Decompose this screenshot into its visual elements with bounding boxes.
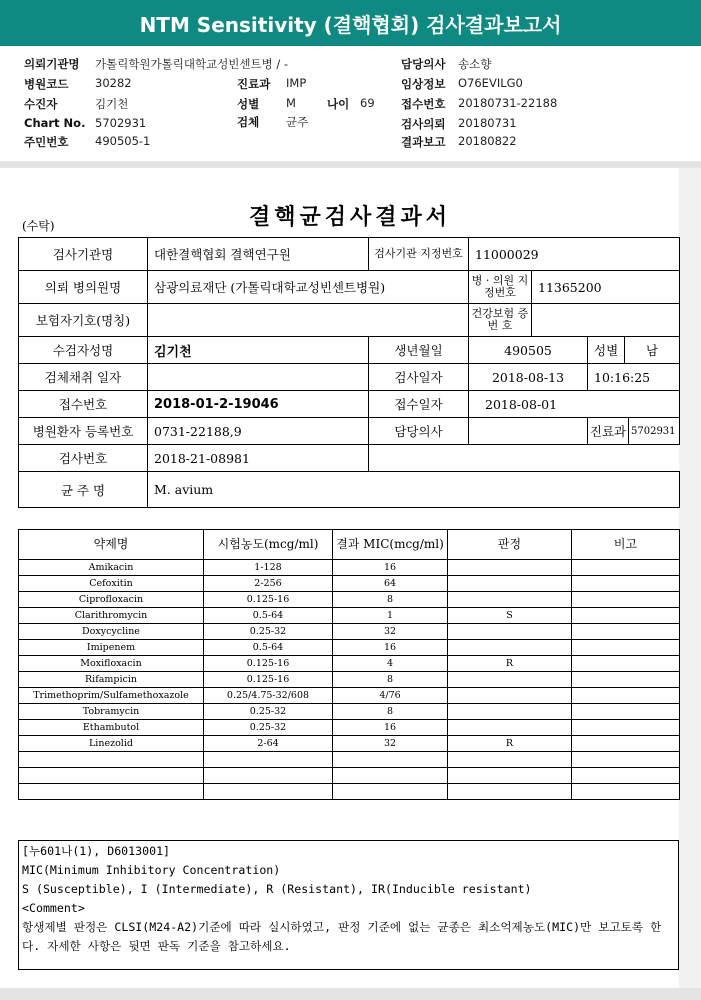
table-row [19, 656, 680, 672]
cell-drug: Rifampicin [19, 672, 204, 688]
table-row [19, 576, 680, 592]
cell-drug: Imipenem [19, 640, 204, 656]
cell-mic: 4/76 [333, 688, 448, 704]
cell-mic: 32 [333, 624, 448, 640]
table-row [19, 418, 680, 445]
req-hosp-value: 삼광의료재단 (가톨릭대학교성빈센트병원) [148, 271, 469, 304]
recv-no-label: 접수번호 [19, 391, 148, 418]
report-header [0, 0, 701, 46]
report-info-table [18, 237, 680, 508]
table-row [19, 640, 680, 656]
age-value: 69 [360, 96, 375, 110]
birth-value: 490505 [469, 337, 588, 364]
cell-note [572, 736, 680, 752]
req-hosp-label: 의뢰 병의원명 [19, 271, 148, 304]
code-value: 30282 [95, 76, 132, 90]
cell-range: 0.25-32 [204, 720, 333, 736]
resident-label: 주민번호 [24, 135, 69, 149]
table-row [19, 688, 680, 704]
cell-empty [333, 768, 448, 784]
cell-judge: R [448, 736, 572, 752]
table-row-empty [19, 752, 680, 768]
dept-value: IMP [286, 76, 307, 90]
table-row [19, 364, 680, 391]
cell-note [572, 720, 680, 736]
notes-box [18, 840, 679, 970]
cell-judge: R [448, 656, 572, 672]
dept-cell-label: 진료과 [588, 418, 629, 444]
cell-note [572, 576, 680, 592]
notes-comment: 항생제별 판정은 CLSI(M24-A2)기준에 따라 실시하였고, 판정 기준에 없는 균종은 최소억제농도(MIC)만 보고토록 한다. 자세한 사항은 뒷면 판독 기준을 참고하세요. [22, 920, 662, 953]
cell-mic: 1 [333, 608, 448, 624]
dept-label: 진료과 [237, 77, 271, 91]
insured-value [148, 304, 469, 337]
doctor-value: 송소향 [458, 57, 492, 71]
cell-drug: Amikacin [19, 560, 204, 576]
birth-label: 생년월일 [369, 337, 469, 364]
table-row [19, 704, 680, 720]
col-mic: 결과 MIC(mcg/ml) [333, 530, 448, 560]
recv-date-label: 접수일자 [369, 391, 469, 418]
specimen-value: 균주 [286, 115, 309, 129]
cell-empty [19, 752, 204, 768]
cell-note [572, 704, 680, 720]
code-label: 병원코드 [24, 77, 69, 91]
col-judge: 판정 [448, 530, 572, 560]
table-row [19, 592, 680, 608]
cell-drug: Cefoxitin [19, 576, 204, 592]
cell-empty [19, 784, 204, 800]
bottom-band [0, 988, 701, 1000]
cell-judge [448, 720, 572, 736]
cell-range: 1-128 [204, 560, 333, 576]
reg-no-value: 0731-22188,9 [148, 418, 369, 445]
table-row [19, 391, 680, 418]
test-org-no-label: 검사기관 지정번호 [369, 238, 469, 271]
hospital-value: 가톨릭학원가톨릭대학교성빈센트병 / - [95, 57, 289, 71]
specimen-label: 검체 [237, 115, 260, 129]
sex-value: M [286, 96, 296, 110]
cell-range: 0.5-64 [204, 640, 333, 656]
table-header-row [19, 530, 680, 560]
cell-mic: 16 [333, 640, 448, 656]
cell-judge [448, 592, 572, 608]
cell-note [572, 624, 680, 640]
cell-empty [19, 768, 204, 784]
cell-drug: Ethambutol [19, 720, 204, 736]
hosp-no-label: 병 · 의원 지정번호 [469, 271, 532, 303]
report-date-value: 20180822 [458, 134, 517, 148]
cell-note [572, 560, 680, 576]
table-row [19, 238, 680, 271]
cell-judge [448, 576, 572, 592]
test-no-label: 검사번호 [19, 445, 148, 472]
cell-range: 2-64 [204, 736, 333, 752]
health-no-label: 건강보험 증 번 호 [469, 304, 532, 336]
cell-empty [204, 752, 333, 768]
cell-judge [448, 704, 572, 720]
cell-empty [448, 784, 572, 800]
age-label: 나이 [327, 97, 350, 111]
col-range: 시험농도(mcg/ml) [204, 530, 333, 560]
scrollbar-track[interactable] [679, 168, 701, 988]
sensitivity-body [19, 560, 680, 800]
notes-legend: S (Susceptible), I (Intermediate), R (Resistant), IR(Inducible resistant) [22, 882, 532, 896]
strain-label: 균 주 명 [19, 472, 148, 508]
cell-judge [448, 640, 572, 656]
table-row [19, 608, 680, 624]
notes-mic-definition: MIC(Minimum Inhibitory Concentration) [22, 863, 281, 877]
cell-judge [448, 560, 572, 576]
cell-drug: Linezolid [19, 736, 204, 752]
cell-drug: Moxifloxacin [19, 656, 204, 672]
table-row [19, 720, 680, 736]
test-org-no-value: 11000029 [469, 238, 680, 271]
clinical-label: 임상정보 [401, 77, 446, 91]
cell-range: 0.25/4.75-32/608 [204, 688, 333, 704]
test-date-value: 2018-08-13 [469, 364, 588, 391]
request-label: 검사의뢰 [401, 117, 446, 131]
cell-empty [572, 768, 680, 784]
dept-cell-value: 5702931 [631, 425, 676, 437]
receiver-value: 김기천 [95, 97, 129, 111]
cell-mic: 16 [333, 560, 448, 576]
report-date-label: 결과보고 [401, 135, 446, 149]
patient-info-panel [0, 46, 701, 161]
cell-empty [204, 768, 333, 784]
cell-drug: Clarithromycin [19, 608, 204, 624]
cell-empty [333, 784, 448, 800]
copy-label: (수탁) [22, 219, 55, 233]
sex-label: 성별 [237, 97, 260, 111]
table-row [19, 672, 680, 688]
cell-judge [448, 624, 572, 640]
collect-value [148, 364, 369, 391]
cell-judge [448, 688, 572, 704]
report-header-title: NTM Sensitivity (결핵협회) 검사결과보고서 [139, 12, 562, 37]
table-row [19, 624, 680, 640]
attending-label: 담당의사 [369, 418, 469, 445]
insured-label: 보험자기호(명칭) [19, 304, 148, 337]
cell-drug: Ciprofloxacin [19, 592, 204, 608]
cell-range: 0.25-32 [204, 624, 333, 640]
sex-cell-value: 남 [625, 337, 680, 364]
col-note: 비고 [572, 530, 680, 560]
clinical-value: O76EVILG0 [458, 76, 523, 90]
test-org-label: 검사기관명 [19, 238, 148, 271]
cell-mic: 8 [333, 704, 448, 720]
table-row [19, 472, 680, 508]
col-drug: 약제명 [19, 530, 204, 560]
cell-range: 0.5-64 [204, 608, 333, 624]
cell-empty [572, 752, 680, 768]
notes-code: [누601나(1), D6013001] [22, 844, 171, 858]
table-row [19, 271, 680, 304]
hosp-no-value: 11365200 [538, 279, 602, 295]
sensitivity-table [18, 529, 680, 800]
cell-drug: Trimethoprim/Sulfamethoxazole [19, 688, 204, 704]
cell-empty [572, 784, 680, 800]
cell-empty [333, 752, 448, 768]
separator-band [0, 161, 701, 168]
table-row [19, 445, 680, 472]
notes-comment-label: <Comment> [22, 901, 85, 915]
cell-empty [204, 784, 333, 800]
hospital-label: 의뢰기관명 [24, 57, 80, 71]
chart-value: 5702931 [95, 116, 147, 130]
recv-no-value: 2018-01-2-19046 [148, 391, 369, 418]
table-row [19, 304, 680, 337]
cell-mic: 32 [333, 736, 448, 752]
cell-note [572, 688, 680, 704]
report-title: 결핵균검사결과서 [248, 204, 452, 230]
doctor-label: 담당의사 [401, 57, 446, 71]
chart-label: Chart No. [24, 116, 86, 130]
cell-note [572, 608, 680, 624]
test-no-value: 2018-21-08981 [148, 445, 369, 472]
cell-range: 2-256 [204, 576, 333, 592]
table-row-empty [19, 768, 680, 784]
cell-range: 0.125-16 [204, 672, 333, 688]
receiver-label: 수진자 [24, 97, 58, 111]
cell-judge [448, 672, 572, 688]
cell-range: 0.25-32 [204, 704, 333, 720]
strain-value: M. avium [148, 472, 680, 508]
collect-label: 검체채취 일자 [19, 364, 148, 391]
cell-range: 0.125-16 [204, 592, 333, 608]
patient-value: 김기천 [148, 337, 369, 364]
health-no-value [532, 304, 680, 336]
cell-judge: S [448, 608, 572, 624]
sex-cell-label: 성별 [588, 337, 625, 364]
attending-value [469, 418, 588, 445]
cell-empty [448, 752, 572, 768]
receipt-label: 접수번호 [401, 97, 446, 111]
request-value: 20180731 [458, 116, 517, 130]
recv-date-value: 2018-08-01 [469, 391, 680, 418]
reg-no-label: 병원환자 등록번호 [19, 418, 148, 445]
resident-value: 490505-1 [95, 134, 151, 148]
test-org-value: 대한결핵협회 결핵연구원 [148, 238, 369, 271]
test-time-value: 10:16:25 [588, 364, 680, 391]
cell-mic: 64 [333, 576, 448, 592]
cell-mic: 16 [333, 720, 448, 736]
cell-note [572, 592, 680, 608]
table-row [19, 337, 680, 364]
cell-drug: Doxycycline [19, 624, 204, 640]
cell-note [572, 672, 680, 688]
cell-mic: 8 [333, 592, 448, 608]
test-date-label: 검사일자 [369, 364, 469, 391]
cell-mic: 4 [333, 656, 448, 672]
cell-mic: 8 [333, 672, 448, 688]
patient-label: 수검자성명 [19, 337, 148, 364]
cell-note [572, 640, 680, 656]
table-row-empty [19, 784, 680, 800]
cell-note [572, 656, 680, 672]
table-row [19, 736, 680, 752]
cell-drug: Tobramycin [19, 704, 204, 720]
table-row [19, 560, 680, 576]
cell-range: 0.125-16 [204, 656, 333, 672]
receipt-value: 20180731-22188 [458, 96, 558, 110]
cell-empty [448, 768, 572, 784]
